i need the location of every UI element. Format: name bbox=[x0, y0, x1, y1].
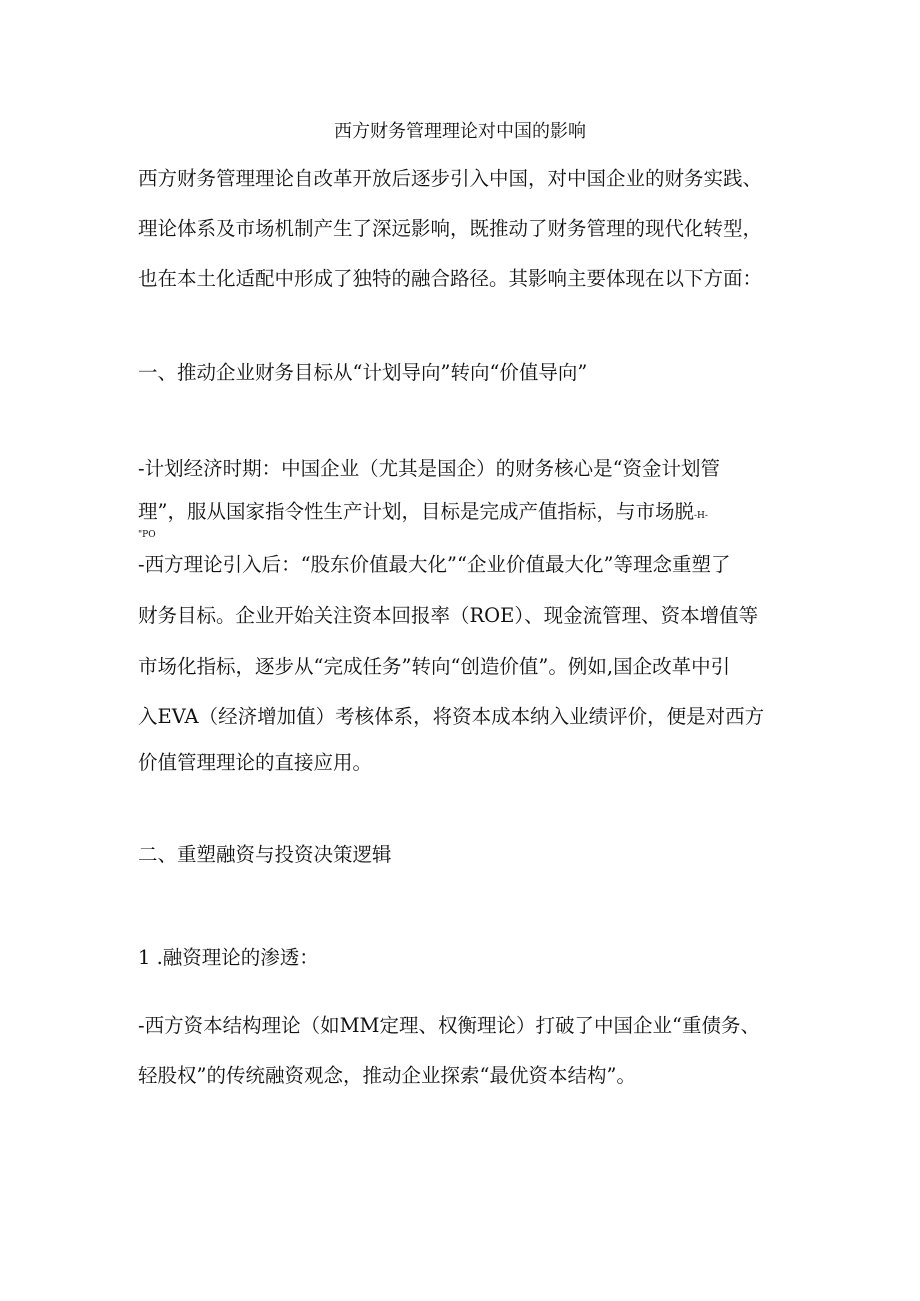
section2-heading: 二、重塑融资与投资决策逻辑 bbox=[138, 843, 392, 866]
intro-line-2: 理论体系及市场机制产生了深远影响，既推动了财务管理的现代化转型， bbox=[138, 217, 763, 240]
planned-line-2-text: 理”，服从国家指令性生产计划，目标是完成产值指标，与市场脱 bbox=[138, 500, 694, 523]
western-line-1: -西方理论引入后：“股东价值最大化”“企业价值最大化”等理念重塑了 bbox=[138, 553, 731, 576]
western-line-5: 价值管理理论的直接应用。 bbox=[138, 751, 373, 774]
western-line-4: 入EVA（经济增加值）考核体系，将资本成本纳入业绩评价，便是对西方 bbox=[138, 705, 765, 728]
intro-line-1: 西方财务管理理论自改革开放后逐步引入中国，对中国企业的财务实践、 bbox=[138, 167, 763, 190]
planned-line-2 bbox=[138, 497, 708, 531]
section1-heading: 一、推动企业财务目标从“计划导向”转向“价值导向” bbox=[138, 361, 588, 384]
western-line-3: 市场化指标，逐步从“完成任务”转向“创造价值”。例如,国企改革中引 bbox=[138, 655, 731, 678]
sub1-line-2: 轻股权”的传统融资观念，推动企业探索“最优资本结构”。 bbox=[138, 1064, 636, 1087]
planned-tail-mark: -H- bbox=[693, 511, 708, 521]
sub1-heading: 1 .融资理论的渗透： bbox=[138, 946, 319, 969]
sub1-line-1: -西方资本结构理论（如MM定理、权衡理论）打破了中国企业“重债务、 bbox=[138, 1014, 760, 1037]
document-title: 西方财务管理理论对中国的影响 bbox=[334, 121, 586, 142]
western-line-2: 财务目标。企业开始关注资本回报率（ROE）、现金流管理、资本增值等 bbox=[138, 604, 759, 627]
stray-text: "PO bbox=[138, 530, 156, 540]
planned-line-1: -计划经济时期：中国企业（尤其是国企）的财务核心是“资金计划管 bbox=[138, 457, 721, 480]
intro-line-3: 也在本土化适配中形成了独特的融合路径。其影响主要体现在以下方面： bbox=[138, 267, 763, 290]
